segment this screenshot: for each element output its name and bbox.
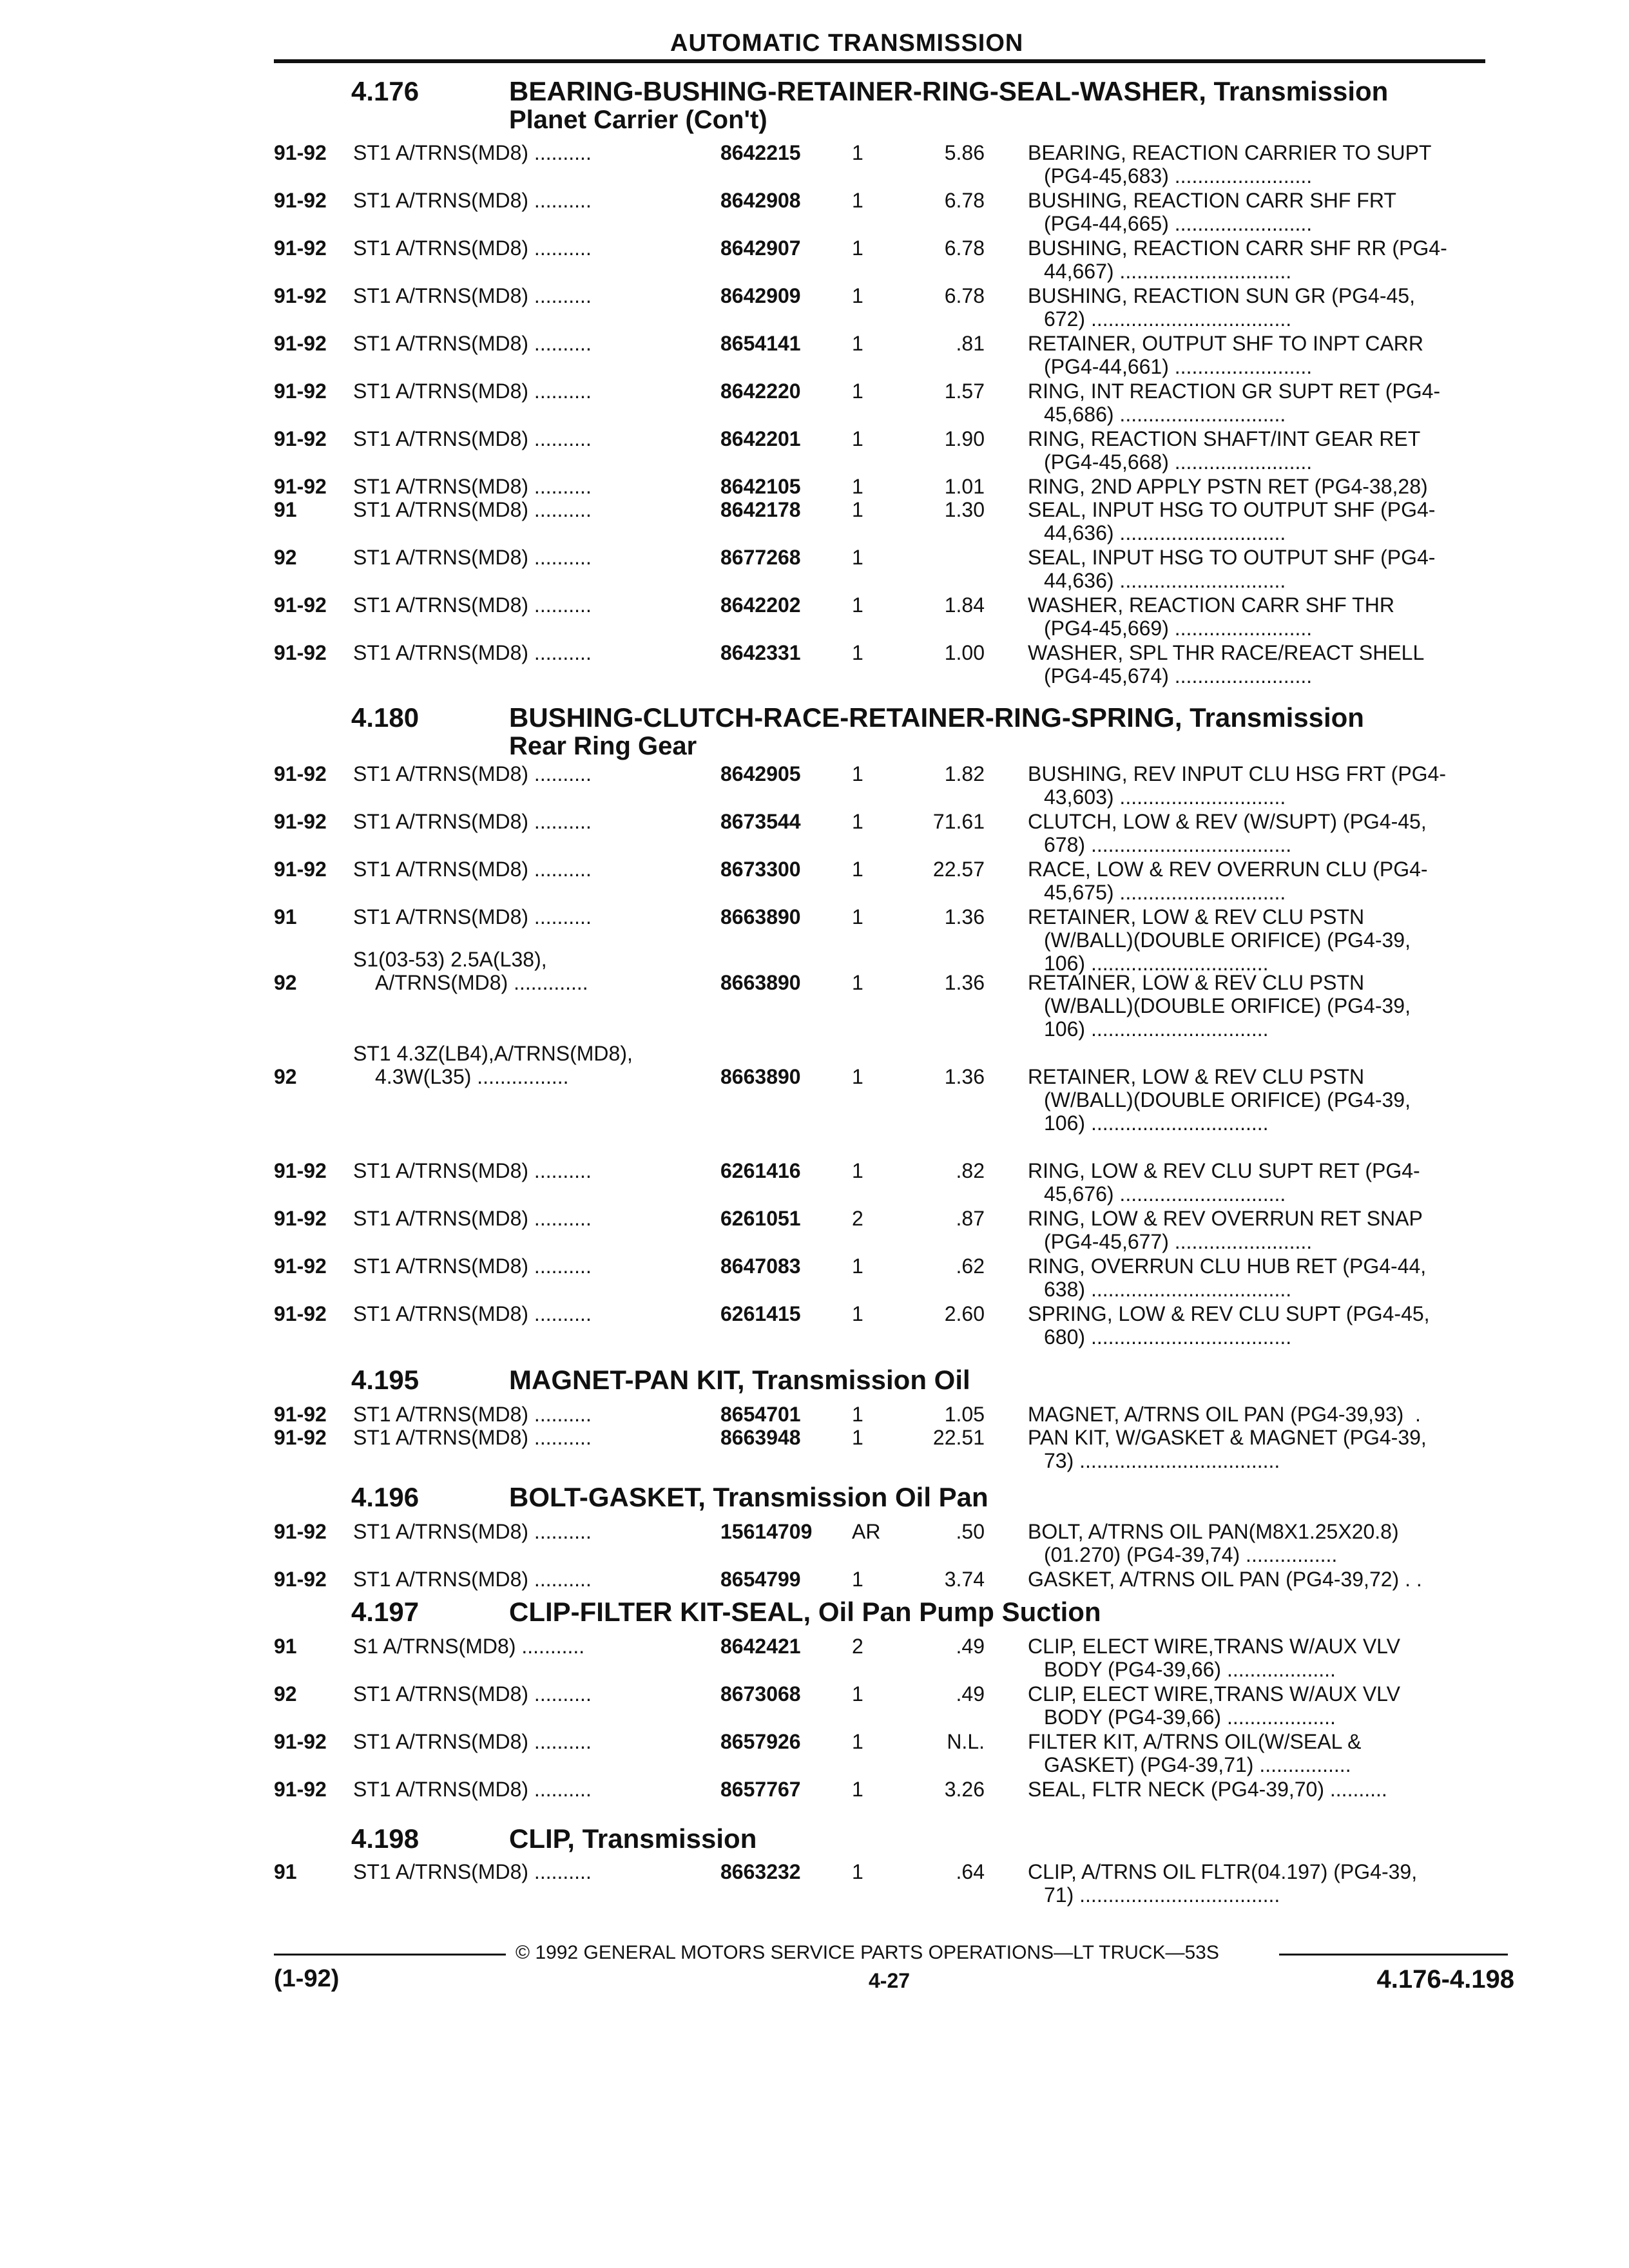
description-continued: 672) ................................... <box>1044 307 1292 331</box>
price: .49 <box>956 1682 985 1706</box>
model-year: 91-92 <box>274 1730 327 1753</box>
price: 1.90 <box>944 427 985 450</box>
footer-date: (1-92) <box>274 1965 340 1992</box>
description: RING, OVERRUN CLU HUB RET (PG4-44, <box>1028 1254 1427 1278</box>
footer-copyright: © 1992 GENERAL MOTORS SERVICE PARTS OPERATIONS—LT TRUCK—53S <box>516 1942 1219 1963</box>
description: RETAINER, LOW & REV CLU PSTN <box>1028 1065 1365 1088</box>
application: ST1 A/TRNS(MD8) .......... <box>353 905 592 928</box>
application: ST1 A/TRNS(MD8) .......... <box>353 427 592 450</box>
description-continued: 45,676) ............................. <box>1044 1182 1286 1206</box>
description: BUSHING, REACTION SUN GR (PG4-45, <box>1028 284 1415 307</box>
model-year: 91-92 <box>274 475 327 498</box>
application: A/TRNS(MD8) ............. <box>375 971 588 994</box>
quantity: 1 <box>852 641 863 664</box>
section-title: BEARING-BUSHING-RETAINER-RING-SEAL-WASHER, Transmission <box>509 76 1389 106</box>
description-continued: 43,603) ............................. <box>1044 785 1286 809</box>
application: ST1 A/TRNS(MD8) .......... <box>353 858 592 881</box>
part-number: 8677268 <box>720 546 801 569</box>
part-number: 8663232 <box>720 1860 801 1883</box>
description: RACE, LOW & REV OVERRUN CLU (PG4- <box>1028 858 1428 881</box>
model-year: 91-92 <box>274 427 327 450</box>
description-continued: BODY (PG4-39,66) ................... <box>1044 1706 1336 1729</box>
model-year: 92 <box>274 971 297 994</box>
part-number: 8657926 <box>720 1730 801 1753</box>
application: ST1 A/TRNS(MD8) .......... <box>353 1730 592 1753</box>
part-number: 6261416 <box>720 1159 801 1182</box>
application: 4.3W(L35) ................ <box>375 1065 569 1088</box>
price: .62 <box>956 1254 985 1278</box>
section-title: BUSHING-CLUTCH-RACE-RETAINER-RING-SPRING, Transmission <box>509 702 1364 733</box>
part-number: 8654701 <box>720 1403 801 1426</box>
description-continued: 638) ................................... <box>1044 1278 1292 1301</box>
quantity: 1 <box>852 498 863 521</box>
section-number: 4.196 <box>351 1482 419 1512</box>
application: ST1 A/TRNS(MD8) .......... <box>353 1207 592 1230</box>
description-continued: (PG4-45,683) ........................ <box>1044 164 1313 187</box>
description-continued: 45,675) ............................. <box>1044 881 1286 904</box>
description: CLIP, A/TRNS OIL FLTR(04.197) (PG4-39, <box>1028 1860 1418 1883</box>
footer-section-range: 4.176-4.198 <box>1376 1965 1514 1994</box>
quantity: 1 <box>852 1065 863 1088</box>
description: RING, REACTION SHAFT/INT GEAR RET <box>1028 427 1421 450</box>
application-prefix: S1(03-53) 2.5A(L38), <box>353 948 547 971</box>
application: ST1 A/TRNS(MD8) .......... <box>353 1568 592 1591</box>
model-year: 91-92 <box>274 1568 327 1591</box>
price: 6.78 <box>944 236 985 260</box>
price: 71.61 <box>932 810 985 833</box>
part-number: 8642908 <box>720 189 801 212</box>
quantity: 1 <box>852 284 863 307</box>
price: 3.74 <box>944 1568 985 1591</box>
price: 1.84 <box>944 593 985 617</box>
section-subtitle: Planet Carrier (Con't) <box>509 106 767 134</box>
section-number: 4.176 <box>351 76 419 106</box>
description-continued: BODY (PG4-39,66) ................... <box>1044 1658 1336 1681</box>
description: CLIP, ELECT WIRE,TRANS W/AUX VLV <box>1028 1682 1400 1706</box>
description-continued: (PG4-45,669) ........................ <box>1044 617 1313 640</box>
description: RETAINER, LOW & REV CLU PSTN <box>1028 905 1365 928</box>
section-number: 4.198 <box>351 1823 419 1854</box>
footer-rule-right <box>1279 1954 1508 1956</box>
section-number: 4.197 <box>351 1597 419 1627</box>
model-year: 91 <box>274 1860 297 1883</box>
description-continued: (PG4-45,668) ........................ <box>1044 450 1313 474</box>
quantity: 1 <box>852 189 863 212</box>
description: RETAINER, OUTPUT SHF TO INPT CARR <box>1028 332 1423 355</box>
application: ST1 A/TRNS(MD8) .......... <box>353 641 592 664</box>
price: 1.36 <box>944 1065 985 1088</box>
application: ST1 A/TRNS(MD8) .......... <box>353 1426 592 1449</box>
quantity: 1 <box>852 971 863 994</box>
description-continued: 71) ................................... <box>1044 1883 1280 1907</box>
description: RING, LOW & REV CLU SUPT RET (PG4- <box>1028 1159 1420 1182</box>
description: CLIP, ELECT WIRE,TRANS W/AUX VLV <box>1028 1635 1400 1658</box>
price: 3.26 <box>944 1778 985 1801</box>
running-head: AUTOMATIC TRANSMISSION <box>670 30 1024 57</box>
part-number: 6261415 <box>720 1302 801 1325</box>
part-number: 8642178 <box>720 498 801 521</box>
model-year: 91-92 <box>274 1426 327 1449</box>
price: .50 <box>956 1520 985 1543</box>
description-continued-2: 106) ............................... <box>1044 1017 1269 1041</box>
part-number: 8642421 <box>720 1635 801 1658</box>
application: ST1 A/TRNS(MD8) .......... <box>353 141 592 164</box>
application: ST1 A/TRNS(MD8) .......... <box>353 498 592 521</box>
description: BEARING, REACTION CARRIER TO SUPT <box>1028 141 1432 164</box>
description: BUSHING, REACTION CARR SHF FRT <box>1028 189 1396 212</box>
price: N.L. <box>947 1730 985 1753</box>
description-continued: (W/BALL)(DOUBLE ORIFICE) (PG4-39, <box>1044 994 1411 1017</box>
price: 1.00 <box>944 641 985 664</box>
price: 2.60 <box>944 1302 985 1325</box>
quantity: 1 <box>852 858 863 881</box>
description: GASKET, A/TRNS OIL PAN (PG4-39,72) . . <box>1028 1568 1422 1591</box>
price: 1.36 <box>944 971 985 994</box>
application: ST1 A/TRNS(MD8) .......... <box>353 593 592 617</box>
quantity: 1 <box>852 1302 863 1325</box>
quantity: 2 <box>852 1207 863 1230</box>
application: ST1 A/TRNS(MD8) .......... <box>353 332 592 355</box>
model-year: 91 <box>274 1635 297 1658</box>
model-year: 91-92 <box>274 189 327 212</box>
description: MAGNET, A/TRNS OIL PAN (PG4-39,93) . <box>1028 1403 1421 1426</box>
application-prefix: ST1 4.3Z(LB4),A/TRNS(MD8), <box>353 1042 633 1065</box>
model-year: 91-92 <box>274 380 327 403</box>
model-year: 91 <box>274 905 297 928</box>
quantity: 1 <box>852 810 863 833</box>
price: 1.57 <box>944 380 985 403</box>
description-continued-2: 106) ............................... <box>1044 952 1269 975</box>
application: S1 A/TRNS(MD8) ........... <box>353 1635 585 1658</box>
application: ST1 A/TRNS(MD8) .......... <box>353 762 592 785</box>
description: SEAL, INPUT HSG TO OUTPUT SHF (PG4- <box>1028 546 1436 569</box>
price: 1.05 <box>944 1403 985 1426</box>
quantity: 1 <box>852 762 863 785</box>
quantity: 1 <box>852 380 863 403</box>
description-continued: 44,636) ............................. <box>1044 569 1286 592</box>
description-continued: (01.270) (PG4-39,74) ................ <box>1044 1543 1338 1566</box>
quantity: 1 <box>852 1403 863 1426</box>
quantity: 1 <box>852 1159 863 1182</box>
price: 6.78 <box>944 284 985 307</box>
application: ST1 A/TRNS(MD8) .......... <box>353 189 592 212</box>
application: ST1 A/TRNS(MD8) .......... <box>353 475 592 498</box>
price: .49 <box>956 1635 985 1658</box>
quantity: AR <box>852 1520 881 1543</box>
application: ST1 A/TRNS(MD8) .......... <box>353 1403 592 1426</box>
model-year: 91-92 <box>274 858 327 881</box>
quantity: 1 <box>852 475 863 498</box>
model-year: 92 <box>274 1682 297 1706</box>
description: WASHER, REACTION CARR SHF THR <box>1028 593 1394 617</box>
quantity: 1 <box>852 546 863 569</box>
price: 1.36 <box>944 905 985 928</box>
footer-rule-left <box>274 1954 506 1956</box>
part-number: 8647083 <box>720 1254 801 1278</box>
price: 6.78 <box>944 189 985 212</box>
description-continued: (W/BALL)(DOUBLE ORIFICE) (PG4-39, <box>1044 1088 1411 1111</box>
section-number: 4.195 <box>351 1365 419 1395</box>
model-year: 91-92 <box>274 1520 327 1543</box>
quantity: 2 <box>852 1635 863 1658</box>
description: SEAL, FLTR NECK (PG4-39,70) .......... <box>1028 1778 1387 1801</box>
description-continued: 73) ................................... <box>1044 1449 1280 1472</box>
model-year: 91-92 <box>274 236 327 260</box>
price: .82 <box>956 1159 985 1182</box>
description-continued: 45,686) ............................. <box>1044 403 1286 426</box>
part-number: 8673300 <box>720 858 801 881</box>
description: CLUTCH, LOW & REV (W/SUPT) (PG4-45, <box>1028 810 1427 833</box>
description-continued: 678) ................................... <box>1044 833 1292 856</box>
application: ST1 A/TRNS(MD8) .......... <box>353 1682 592 1706</box>
quantity: 1 <box>852 1730 863 1753</box>
part-number: 8657767 <box>720 1778 801 1801</box>
application: ST1 A/TRNS(MD8) .......... <box>353 1778 592 1801</box>
model-year: 91-92 <box>274 641 327 664</box>
quantity: 1 <box>852 1254 863 1278</box>
description-continued-2: 106) ............................... <box>1044 1111 1269 1135</box>
description: PAN KIT, W/GASKET & MAGNET (PG4-39, <box>1028 1426 1427 1449</box>
model-year: 92 <box>274 1065 297 1088</box>
quantity: 1 <box>852 1860 863 1883</box>
description: BUSHING, REV INPUT CLU HSG FRT (PG4- <box>1028 762 1446 785</box>
model-year: 91-92 <box>274 1778 327 1801</box>
price: 22.57 <box>932 858 985 881</box>
model-year: 91-92 <box>274 141 327 164</box>
price: .81 <box>956 332 985 355</box>
quantity: 1 <box>852 1426 863 1449</box>
part-number: 8642909 <box>720 284 801 307</box>
description-continued: 680) ................................... <box>1044 1325 1292 1349</box>
description-continued: (PG4-44,665) ........................ <box>1044 212 1313 235</box>
part-number: 6261051 <box>720 1207 801 1230</box>
description-continued: GASKET) (PG4-39,71) ................ <box>1044 1753 1351 1776</box>
part-number: 8642331 <box>720 641 801 664</box>
part-number: 8654799 <box>720 1568 801 1591</box>
part-number: 8642220 <box>720 380 801 403</box>
quantity: 1 <box>852 427 863 450</box>
part-number: 8673068 <box>720 1682 801 1706</box>
part-number: 8673544 <box>720 810 801 833</box>
quantity: 1 <box>852 1568 863 1591</box>
quantity: 1 <box>852 905 863 928</box>
description: SEAL, INPUT HSG TO OUTPUT SHF (PG4- <box>1028 498 1436 521</box>
model-year: 91-92 <box>274 762 327 785</box>
description: RING, INT REACTION GR SUPT RET (PG4- <box>1028 380 1441 403</box>
application: ST1 A/TRNS(MD8) .......... <box>353 546 592 569</box>
description-continued: (PG4-45,674) ........................ <box>1044 664 1313 687</box>
quantity: 1 <box>852 593 863 617</box>
part-number: 8642907 <box>720 236 801 260</box>
description: RING, LOW & REV OVERRUN RET SNAP <box>1028 1207 1423 1230</box>
quantity: 1 <box>852 141 863 164</box>
model-year: 92 <box>274 546 297 569</box>
application: ST1 A/TRNS(MD8) .......... <box>353 1860 592 1883</box>
model-year: 91-92 <box>274 810 327 833</box>
model-year: 91-92 <box>274 284 327 307</box>
application: ST1 A/TRNS(MD8) .......... <box>353 1520 592 1543</box>
price: .87 <box>956 1207 985 1230</box>
quantity: 1 <box>852 1778 863 1801</box>
model-year: 91-92 <box>274 1302 327 1325</box>
description-continued: (PG4-45,677) ........................ <box>1044 1230 1313 1253</box>
description: WASHER, SPL THR RACE/REACT SHELL <box>1028 641 1425 664</box>
part-number: 8663890 <box>720 1065 801 1088</box>
price: 1.01 <box>944 475 985 498</box>
description-continued: (PG4-44,661) ........................ <box>1044 355 1313 378</box>
model-year: 91-92 <box>274 1254 327 1278</box>
application: ST1 A/TRNS(MD8) .......... <box>353 236 592 260</box>
section-title: CLIP-FILTER KIT-SEAL, Oil Pan Pump Suction <box>509 1597 1101 1627</box>
part-number: 8663890 <box>720 905 801 928</box>
model-year: 91-92 <box>274 1159 327 1182</box>
price: 22.51 <box>932 1426 985 1449</box>
application: ST1 A/TRNS(MD8) .......... <box>353 380 592 403</box>
model-year: 91-92 <box>274 1403 327 1426</box>
part-number: 8642202 <box>720 593 801 617</box>
part-number: 8654141 <box>720 332 801 355</box>
description: BOLT, A/TRNS OIL PAN(M8X1.25X20.8) <box>1028 1520 1399 1543</box>
description-continued: (W/BALL)(DOUBLE ORIFICE) (PG4-39, <box>1044 928 1411 952</box>
price: 1.30 <box>944 498 985 521</box>
part-number: 8642905 <box>720 762 801 785</box>
footer-page-number: 4-27 <box>869 1969 911 1992</box>
application: ST1 A/TRNS(MD8) .......... <box>353 1254 592 1278</box>
application: ST1 A/TRNS(MD8) .......... <box>353 1302 592 1325</box>
part-number: 8642201 <box>720 427 801 450</box>
model-year: 91 <box>274 498 297 521</box>
part-number: 8663948 <box>720 1426 801 1449</box>
application: ST1 A/TRNS(MD8) .......... <box>353 1159 592 1182</box>
section-subtitle: Rear Ring Gear <box>509 732 697 760</box>
description: RING, 2ND APPLY PSTN RET (PG4-38,28) <box>1028 475 1428 498</box>
price: .64 <box>956 1860 985 1883</box>
model-year: 91-92 <box>274 332 327 355</box>
application: ST1 A/TRNS(MD8) .......... <box>353 284 592 307</box>
price: 5.86 <box>944 141 985 164</box>
model-year: 91-92 <box>274 593 327 617</box>
quantity: 1 <box>852 332 863 355</box>
price: 1.82 <box>944 762 985 785</box>
section-title: MAGNET-PAN KIT, Transmission Oil <box>509 1365 970 1395</box>
description-continued: 44,636) ............................. <box>1044 521 1286 544</box>
section-number: 4.180 <box>351 702 419 733</box>
description: FILTER KIT, A/TRNS OIL(W/SEAL & <box>1028 1730 1362 1753</box>
model-year: 91-92 <box>274 1207 327 1230</box>
part-number: 15614709 <box>720 1520 813 1543</box>
description: SPRING, LOW & REV CLU SUPT (PG4-45, <box>1028 1302 1430 1325</box>
section-title: BOLT-GASKET, Transmission Oil Pan <box>509 1482 988 1512</box>
section-title: CLIP, Transmission <box>509 1823 757 1854</box>
description-continued: 44,667) .............................. <box>1044 260 1292 283</box>
part-number: 8642105 <box>720 475 801 498</box>
part-number: 8642215 <box>720 141 801 164</box>
quantity: 1 <box>852 236 863 260</box>
part-number: 8663890 <box>720 971 801 994</box>
application: ST1 A/TRNS(MD8) .......... <box>353 810 592 833</box>
description: RETAINER, LOW & REV CLU PSTN <box>1028 971 1365 994</box>
header-rule <box>274 59 1485 63</box>
quantity: 1 <box>852 1682 863 1706</box>
description: BUSHING, REACTION CARR SHF RR (PG4- <box>1028 236 1447 260</box>
